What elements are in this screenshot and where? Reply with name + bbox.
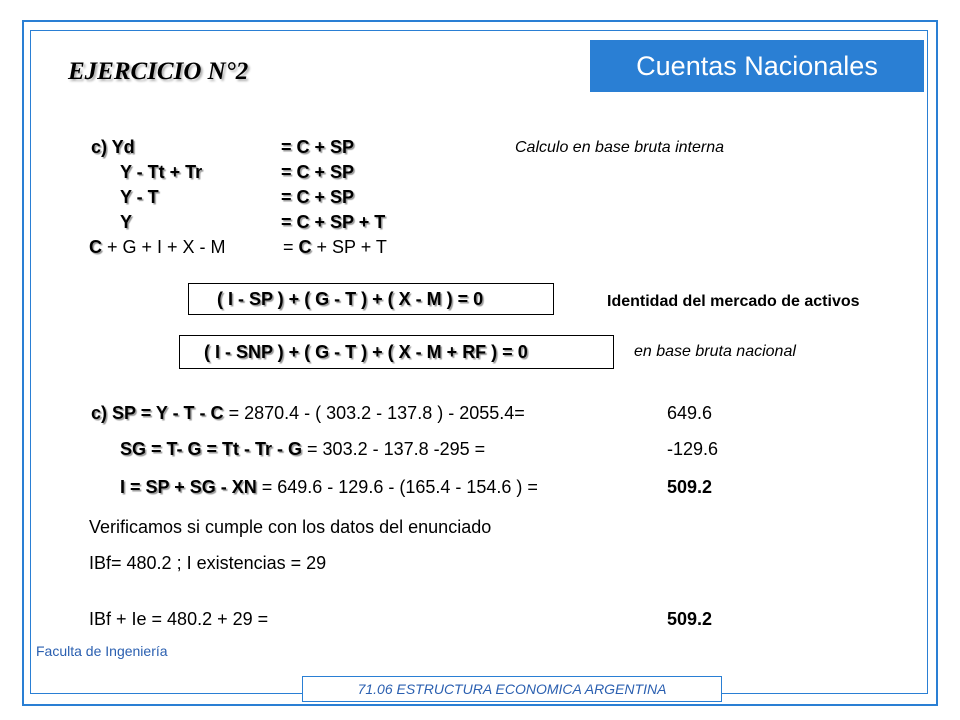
identity-1-right: = C + SP (281, 137, 355, 157)
identity-2-right: = C + SP (281, 162, 355, 182)
calc-sp (91, 403, 525, 424)
ibf-data: IBf= 480.2 ; I existencias = 29 (89, 553, 327, 573)
identity-full-c2: C (298, 237, 312, 257)
identity-full-c1: C (89, 237, 102, 257)
note-base-interna: Calculo en base bruta interna (515, 139, 725, 156)
identity-3-right: = C + SP (281, 187, 355, 207)
identity-box-nacional-text: ( I - SNP ) + ( G - T ) + ( X - M + RF ) = 0 (204, 341, 528, 362)
calc-sp-rest: = 2870.4 - ( 303.2 - 137.8 ) - 2055.4= (223, 403, 525, 423)
calc-i-formula: I = SP + SG - XN (120, 477, 257, 497)
identity-4-right: = C + SP + T (281, 212, 386, 232)
identity-4-left: Y (120, 212, 133, 232)
calc-i-value: 509.2 (667, 477, 713, 497)
identity-box-nacional (179, 335, 614, 369)
identity-box-activos (188, 283, 554, 315)
footer-course: 71.06 ESTRUCTURA ECONOMICA ARGENTINA (357, 681, 667, 697)
footer-course-box (302, 676, 722, 702)
exercise-title: EJERCICIO N°2 (68, 58, 249, 85)
identity-full-left: + G + I + X - M (102, 237, 226, 257)
identity-box-activos-text: ( I - SP ) + ( G - T ) + ( X - M ) = 0 (217, 288, 484, 309)
calc-sg-value: -129.6 (667, 439, 719, 459)
label-base-nacional: en base bruta nacional (634, 343, 796, 360)
calc-sp-formula: c) SP = Y - T - C (91, 403, 224, 423)
calc-sg-formula: SG = T- G = Tt - Tr - G (120, 439, 303, 459)
calc-sg (120, 439, 485, 460)
footer-faculty: Faculta de Ingeniería (36, 643, 168, 659)
calc-i (120, 477, 538, 498)
calc-sp-value: 649.6 (667, 403, 713, 423)
identity-3-left: Y - T (120, 187, 159, 207)
identity-full-right: + SP + T (311, 237, 387, 257)
identity-2-left: Y - Tt + Tr (120, 162, 203, 182)
label-mercado-activos: Identidad del mercado de activos (607, 293, 860, 310)
calc-i-rest: = 649.6 - 129.6 - (165.4 - 154.6 ) = (256, 477, 538, 497)
ibf-sum: IBf + Ie = 480.2 + 29 = (89, 609, 269, 629)
verify-text: Verificamos si cumple con los datos del enunciado (89, 517, 492, 537)
identity-full-eq: = (283, 237, 299, 257)
identity-1-left: c) Yd (91, 137, 135, 157)
ibf-sum-value: 509.2 (667, 609, 713, 629)
identity-full-right-group (283, 237, 387, 258)
header-title-box (590, 40, 924, 92)
identity-full (89, 237, 226, 258)
calc-sg-rest: = 303.2 - 137.8 -295 = (302, 439, 486, 459)
header-title: Cuentas Nacionales (636, 50, 878, 81)
